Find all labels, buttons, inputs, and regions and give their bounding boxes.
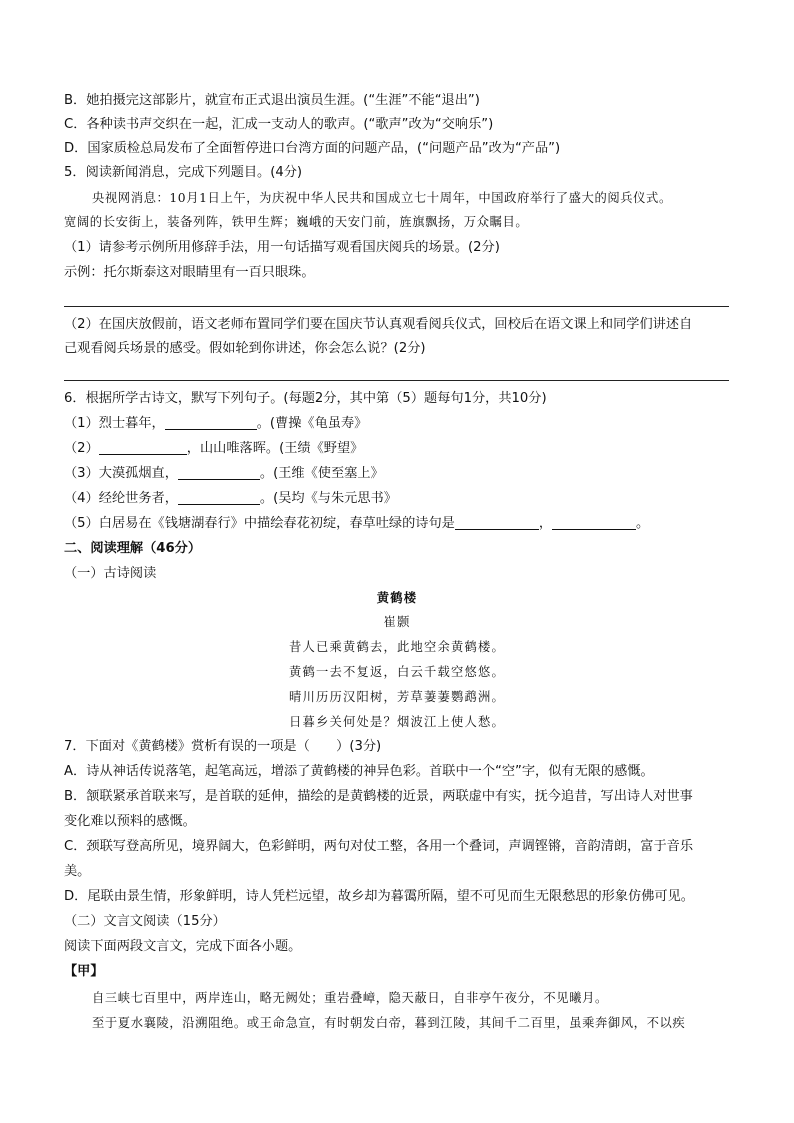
fill-blank[interactable] [178,465,260,480]
fill-blank[interactable] [552,515,636,530]
q6-item-5 [64,514,649,534]
q7-option-b-line2: 变化难以预料的感慨。 [64,814,196,829]
poem-line-3: 晴川历历汉阳树，芳草萋萋鹦鹉洲。 [289,690,505,704]
q7-option-c-line1: C．颈联写登高所见，境界阔大，色彩鲜明，两句对仗工整，各用一个叠词，声调铿锵，音韵清朗，富于音乐 [64,839,694,854]
poem-author: 崔颢 [383,615,411,629]
part2-title: （二）文言文阅读（15分） [64,914,226,929]
q6-item-5-mid: ， [538,516,553,531]
q6-item-1-after: 。(曹操《龟虽寿》 [256,416,368,431]
q6-title: 6．根据所学古诗文，默写下列句子。(每题2分，其中第（5）题每句1分，共10分) [64,391,547,406]
q6-item-2 [64,439,363,459]
q7-option-d: D．尾联由景生情，形象鲜明，诗人凭栏远望，故乡却为暮霭所隔，望不可见而生无限愁思的形象仿佛可见。 [64,889,694,904]
q6-item-3-after: 。(王维《使至塞上》 [259,466,384,481]
q6-item-5-end: 。 [636,516,650,531]
q6-item-2-before: （2） [64,441,99,456]
poem-line-4: 日暮乡关何处是？烟波江上使人愁。 [289,715,505,729]
answer-line-2 [64,380,729,381]
jia-paragraph-2: 至于夏水襄陵，沿溯阻绝。或王命急宣，有时朝发白帝，暮到江陵，其间千二百里，虽乘奔御风，不以疾 [92,1016,686,1030]
q5-sub1: （1）请参考示例所用修辞手法，用一句话描写观看国庆阅兵的场景。(2分) [64,240,500,255]
fill-blank[interactable] [178,490,260,505]
q6-item-3-before: （3）大漠孤烟直， [64,466,178,481]
poem-line-1: 昔人已乘黄鹤去，此地空余黄鹤楼。 [289,640,505,654]
q6-item-3 [64,464,384,484]
q7-option-b-line1: B．颔联紧承首联来写，是首联的延伸，描绘的是黄鹤楼的近景，两联虚中有实，抚今追昔，写出诗人对世事 [64,789,693,804]
poem-title: 黄鹤楼 [376,590,418,605]
q4-option-d: D．国家质检总局发布了全面暂停进口台湾方面的问题产品，(“问题产品”改为“产品”) [64,141,561,156]
fill-blank[interactable] [99,440,187,455]
q6-item-4-after: 。(吴均《与朱元思书》 [259,491,397,506]
part2-instruction: 阅读下面两段文言文，完成下面各小题。 [64,939,302,954]
poem-line-2: 黄鹤一去不复返，白云千载空悠悠。 [289,665,505,679]
q6-item-2-after: ，山山唯落晖。(王绩《野望》 [186,441,364,456]
q6-item-5-before: （5）白居易在《钱塘湖春行》中描绘春花初绽，春草吐绿的诗句是 [64,516,455,531]
q4-option-c: C．各种读书声交织在一起，汇成一支动人的歌声。(“歌声”改为“交响乐”) [64,117,494,132]
q7-option-a: A．诗从神话传说落笔，起笔高远，增添了黄鹤楼的神异色彩。首联中一个“空”字，似有无限的感慨。 [64,764,654,779]
q6-item-1-before: （1）烈士暮年， [64,416,165,431]
q6-item-1 [64,414,367,434]
q5-news-line1: 央视网消息：10月1日上午，为庆祝中华人民共和国成立七十周年，中国政府举行了盛大的阅兵仪式。 [92,191,672,205]
q5-title: 5．阅读新闻消息，完成下列题目。(4分) [64,165,303,180]
q5-example: 示例：托尔斯泰这对眼睛里有一百只眼珠。 [64,265,315,280]
q7-title: 7．下面对《黄鹤楼》赏析有误的一项是（ ）(3分) [64,739,382,754]
part1-title: （一）古诗阅读 [64,566,157,581]
jia-paragraph-1: 自三峡七百里中，两岸连山，略无阙处；重岩叠嶂，隐天蔽日，自非亭午夜分，不见曦月。 [92,991,608,1005]
jia-label: 【甲】 [64,964,104,979]
q5-sub2-line2: 己观看阅兵场景的感受。假如轮到你讲述，你会怎么说？(2分) [64,341,426,356]
q5-news-line2: 宽阔的长安街上，装备列阵，铁甲生辉；巍峨的天安门前，旌旗飘扬，万众瞩目。 [64,215,529,229]
q4-option-b: B．她拍摄完这部影片，就宣布正式退出演员生涯。(“生涯”不能“退出”) [64,93,480,108]
section2-title: 二、阅读理解（46分） [64,541,202,556]
q7-option-c-line2: 美。 [64,864,91,879]
q6-item-4 [64,489,397,509]
q6-item-4-before: （4）经纶世务者， [64,491,178,506]
fill-blank[interactable] [455,515,539,530]
fill-blank[interactable] [165,415,257,430]
q5-sub2-line1: （2）在国庆放假前，语文老师布置同学们要在国庆节认真观看阅兵仪式，回校后在语文课上和同学们讲述自 [64,317,693,332]
answer-line-1 [64,306,729,307]
